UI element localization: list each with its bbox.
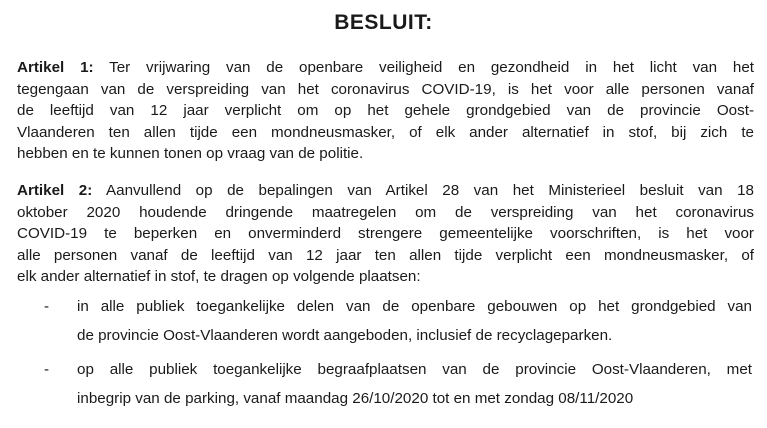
bullet-dash: - <box>44 298 50 315</box>
article-1-line-5: hebben en te kunnen tonen op vraag van de politie. <box>17 145 364 163</box>
article-2-line-3: COVID-19 te beperken en onverminderd strengere gemeentelijke voorschriften, is het voor <box>17 225 754 243</box>
article-2-line-1-text: Aanvullend op de bepalingen van Artikel 28 van het Ministerieel besluit van 18 <box>92 182 754 199</box>
bullet-1-line-1: in alle publiek toegankelijke delen van de openbare gebouwen op het grondgebied van <box>77 298 752 315</box>
bullet-dash: - <box>44 361 50 378</box>
article-1-line-3: de leeftijd van 12 jaar verplicht om op het gehele grondgebied van de provincie Oost- <box>17 102 754 120</box>
article-1-line-1 <box>17 57 754 79</box>
article-2-line-5: elk ander alternatief in stof, te dragen op volgende plaatsen: <box>17 268 421 286</box>
article-1-line-2: tegengaan van de verspreiding van het coronavirus COVID-19, is het voor alle personen vanaf <box>17 80 754 98</box>
article-2-line-4: alle personen vanaf de leeftijd van 12 jaar ten allen tijde verplicht een mondneusmasker, of <box>17 246 754 264</box>
bullet-1-line-2: de provincie Oost-Vlaanderen wordt aangeboden, inclusief de recyclageparken. <box>77 327 613 344</box>
article-1-label: Artikel 1: <box>17 59 94 76</box>
article-2-label: Artikel 2: <box>17 182 93 199</box>
article-2 <box>17 180 754 288</box>
article-1 <box>17 57 754 165</box>
article-1-line-1-text: Ter vrijwaring van de openbare veiligheid en gezondheid in het licht van het <box>93 59 754 76</box>
document-title: BESLUIT: <box>334 11 433 34</box>
bullet-2-line-2: inbegrip van de parking, vanaf maandag 26/10/2020 tot en met zondag 08/11/2020 <box>77 390 634 407</box>
article-1-line-4: Vlaanderen ten allen tijde een mondneusmasker, of elk ander alternatief in stof, bij zich te <box>17 123 754 141</box>
article-2-line-2: oktober 2020 houdende dringende maatregelen om de verspreiding van het coronavirus <box>17 203 754 221</box>
bullet-2-line-1: op alle publiek toegankelijke begraafplaatsen van de provincie Oost-Vlaanderen, met <box>77 361 752 378</box>
article-2-line-1 <box>17 180 754 202</box>
